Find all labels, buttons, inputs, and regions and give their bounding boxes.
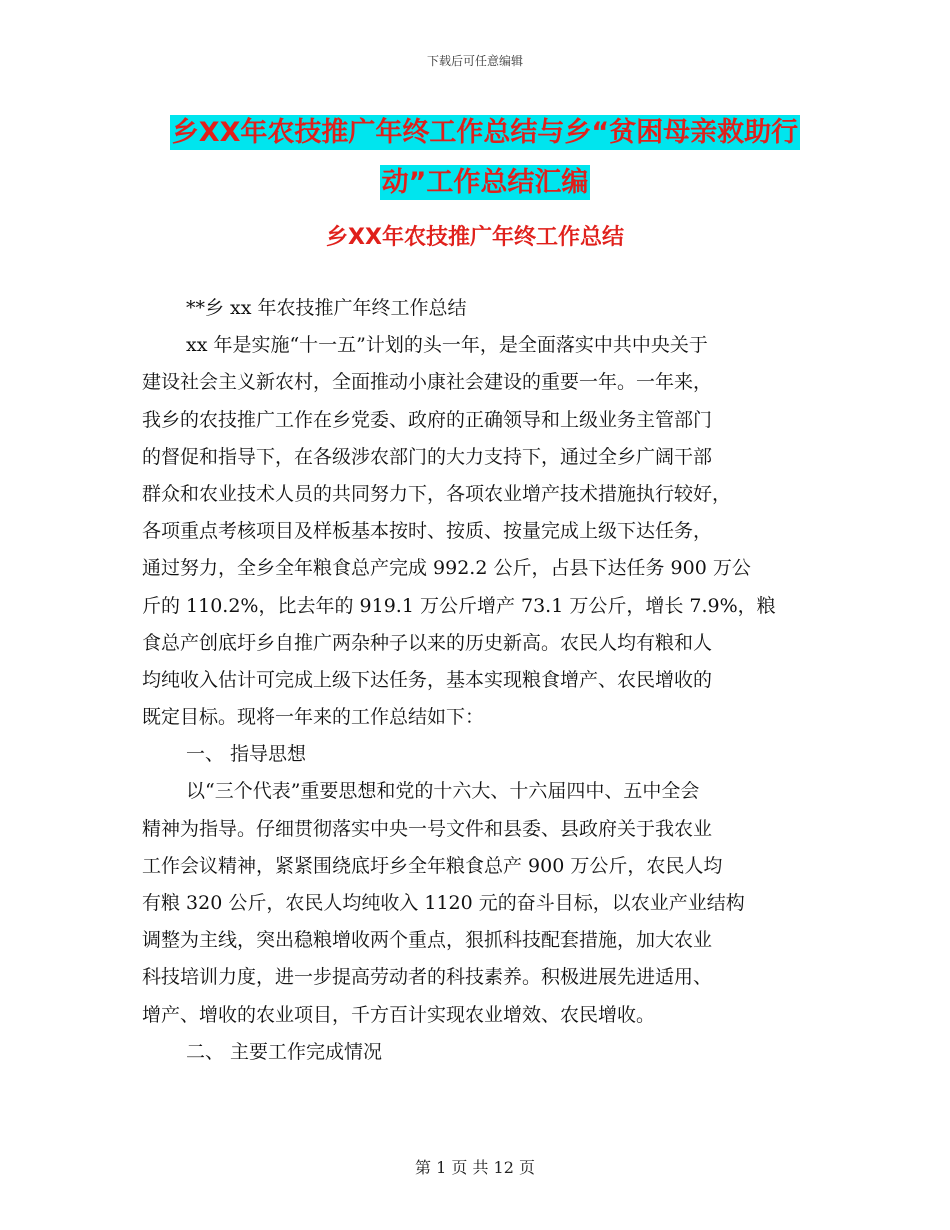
text-line: 精神为指导。仔细贯彻落实中央一号文件和县委、县政府关于我农业	[142, 817, 713, 840]
text-line: 增产、增收的农业项目，千方百计实现农业增效、农民增收。	[142, 1003, 656, 1026]
text-line: 建设社会主义新农村，全面推动小康社会建设的重要一年。一年来，	[142, 371, 713, 394]
text-line: 斤的 110.2%，比去年的 919.1 万公斤增产 73.1 万公斤，增长 7.9%，粮	[142, 594, 776, 617]
text-line: 调整为主线，突出稳粮增收两个重点，狠抓科技配套措施，加大农业	[142, 929, 713, 952]
text-line: 各项重点考核项目及样板基本按时、按质、按量完成上级下达任务，	[142, 520, 713, 543]
document-title-line-2: 动”工作总结汇编	[381, 167, 589, 198]
text-line: 我乡的农技推广工作在乡党委、政府的正确领导和上级业务主管部门	[142, 408, 713, 431]
text-line: 科技培训力度，进一步提高劳动者的科技素养。积极进展先进适用、	[142, 966, 713, 989]
text-line: 以“三个代表”重要思想和党的十六大、十六届四中、五中全会	[186, 780, 700, 803]
header-note: 下载后可任意编辑	[426, 54, 523, 68]
text-line: 工作会议精神，紧紧围绕底圩乡全年粮食总产 900 万公斤，农民人均	[142, 854, 723, 877]
text-line: xx 年是实施“十一五”计划的头一年，是全面落实中共中央关于	[186, 334, 708, 357]
section-heading: 二、 主要工作完成情况	[186, 1040, 383, 1063]
text-line: 群众和农业技术人员的共同努力下，各项农业增产技术措施执行较好，	[142, 482, 732, 505]
text-line: **乡 xx 年农技推广年终工作总结	[186, 297, 467, 319]
section-heading: 一、 指导思想	[186, 743, 307, 766]
text-line: 均纯收入估计可完成上级下达任务，基本实现粮食增产、农民增收的	[142, 668, 713, 691]
text-line: 的督促和指导下，在各级涉农部门的大力支持下，通过全乡广阔干部	[142, 445, 713, 468]
text-line: 有粮 320 公斤，农民人均纯收入 1120 元的奋斗目标，以农业产业结构	[142, 892, 745, 914]
document-title	[145, 108, 825, 208]
text-line: 既定目标。现将一年来的工作总结如下：	[142, 706, 485, 729]
section-title: 乡XX年农技推广年终工作总结	[326, 225, 624, 250]
body-text	[142, 290, 822, 1071]
text-line: 通过努力，全乡全年粮食总产完成 992.2 公斤，占县下达任务 900 万公	[142, 557, 751, 580]
document-title-line-1: 乡XX年农技推广年终工作总结与乡“贫困母亲救助行	[171, 117, 799, 148]
page-number: 第 1 页 共 12 页	[415, 1158, 535, 1177]
text-line: 食总产创底圩乡自推广两杂种子以来的历史新高。农民人均有粮和人	[142, 631, 713, 654]
